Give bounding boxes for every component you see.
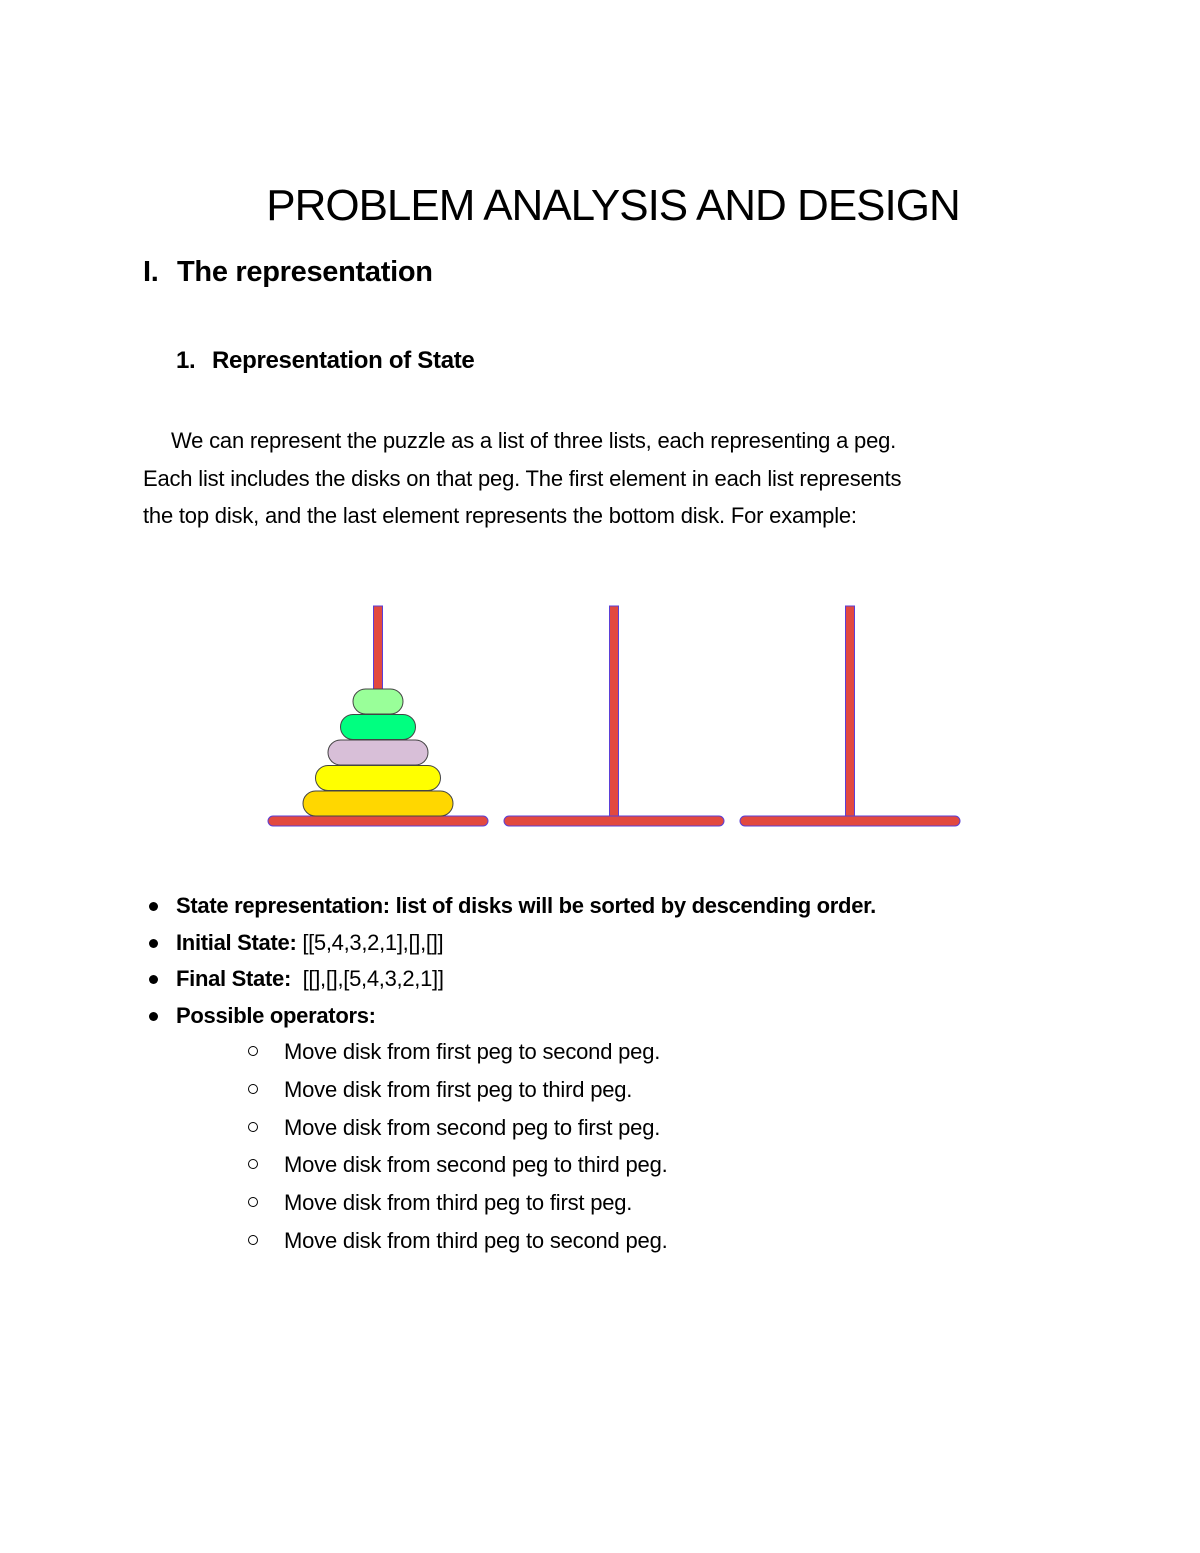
operator-text: Move disk from third peg to second peg. xyxy=(284,1227,668,1253)
operator-item xyxy=(246,1146,668,1184)
bullet-dot-icon xyxy=(149,1012,158,1021)
disk-3 xyxy=(328,740,428,765)
operator-text: Move disk from second peg to first peg. xyxy=(284,1114,661,1140)
section-title: The representation xyxy=(177,256,433,288)
subsection-number: 1. xyxy=(176,347,196,374)
operator-item xyxy=(246,1033,668,1071)
operator-list xyxy=(246,1033,668,1260)
operator-item xyxy=(246,1109,668,1147)
disk-5 xyxy=(303,791,453,816)
tower-of-hanoi-figure xyxy=(260,598,972,838)
bullet-possible-operators xyxy=(143,998,1043,1035)
bullet-dot-icon xyxy=(149,939,158,948)
bullet-final-state xyxy=(143,961,1043,998)
bullet-dot-icon xyxy=(149,902,158,911)
operator-text: Move disk from first peg to second peg. xyxy=(284,1039,661,1064)
bullet-label: State representation: list of disks will be sorted by descending order. xyxy=(176,893,876,918)
peg-base xyxy=(740,816,960,826)
operator-item xyxy=(246,1071,668,1109)
intro-paragraph xyxy=(143,422,1043,535)
bullet-label: Final State: xyxy=(176,966,291,991)
operator-text: Move disk from second peg to third peg. xyxy=(284,1152,668,1178)
initial-state-value: [[5,4,3,2,1],[],[]] xyxy=(302,929,444,955)
operator-item xyxy=(246,1184,668,1222)
state-bullet-list xyxy=(143,888,1043,1034)
disk-1 xyxy=(353,689,403,714)
bullet-dot-icon xyxy=(149,975,158,984)
circle-bullet-icon xyxy=(248,1046,258,1056)
page-title: PROBLEM ANALYSIS AND DESIGN xyxy=(266,181,960,230)
peg-base xyxy=(504,816,724,826)
paragraph-line: Each list includes the disks on that peg. The first element in each list represents xyxy=(143,465,902,491)
circle-bullet-icon xyxy=(248,1084,258,1094)
subsection-title: Representation of State xyxy=(212,347,475,374)
circle-bullet-icon xyxy=(248,1197,258,1207)
operator-item xyxy=(246,1222,668,1260)
operator-text: Move disk from third peg to first peg. xyxy=(284,1190,633,1216)
section-number: I. xyxy=(143,256,159,288)
operator-text: Move disk from first peg to third peg. xyxy=(284,1076,633,1102)
subsection-heading xyxy=(176,344,474,378)
bullet-state-representation xyxy=(143,888,1043,925)
paragraph-line: the top disk, and the last element represents the bottom disk. For example: xyxy=(143,503,857,528)
peg-pole xyxy=(846,606,855,818)
bullet-label: Possible operators: xyxy=(176,1002,376,1028)
peg-pole xyxy=(610,606,619,818)
circle-bullet-icon xyxy=(248,1235,258,1245)
circle-bullet-icon xyxy=(248,1122,258,1132)
peg-base xyxy=(268,816,488,826)
paragraph-line: We can represent the puzzle as a list of three lists, each representing a peg. xyxy=(171,428,897,453)
bullet-initial-state xyxy=(143,925,1043,962)
section-heading xyxy=(143,252,433,292)
disk-2 xyxy=(341,715,416,740)
circle-bullet-icon xyxy=(248,1159,258,1169)
final-state-value: [[],[],[5,4,3,2,1]] xyxy=(302,966,444,991)
disk-4 xyxy=(316,766,441,791)
bullet-label: Initial State: xyxy=(176,929,297,955)
